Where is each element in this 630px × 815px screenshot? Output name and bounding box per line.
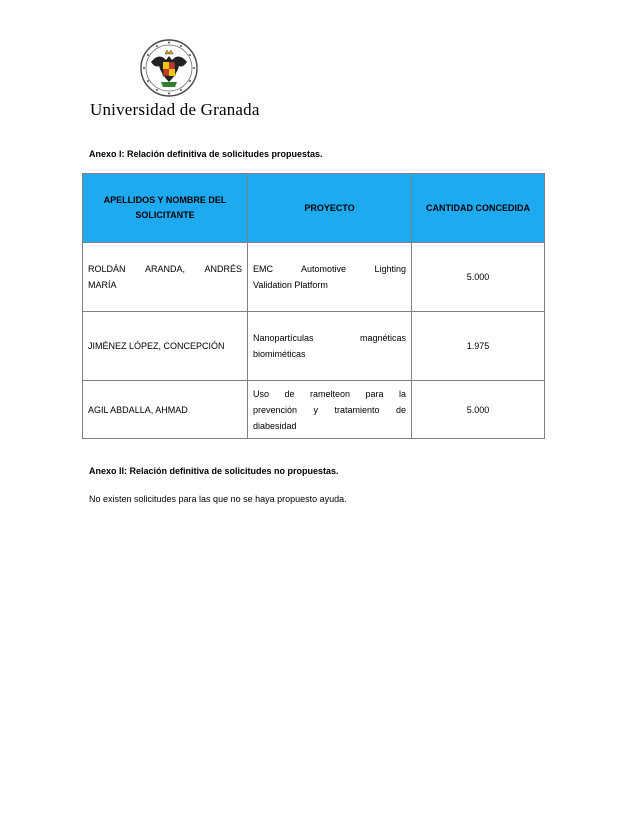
amount-cell: 5.000 [412, 381, 545, 439]
project-cell [248, 312, 412, 381]
project-line: EMC Automotive Lighting [253, 264, 406, 274]
table-row [83, 312, 545, 381]
proposals-table [82, 173, 545, 439]
applicant-name-line: MARÍA [88, 280, 117, 290]
applicant-cell: JIMÉNEZ LÓPEZ, CONCEPCIÓN [83, 312, 248, 381]
project-line: Nanopartículas magnéticas [253, 333, 406, 343]
table-header-row [83, 174, 545, 243]
applicant-name-line: ROLDÁN ARANDA, ANDRÉS [88, 264, 242, 274]
column-header-amount: CANTIDAD CONCEDIDA [412, 174, 545, 243]
applicant-cell: AGIL ABDALLA, AHMAD [83, 381, 248, 439]
amount-cell: 5.000 [412, 243, 545, 312]
amount-cell: 1.975 [412, 312, 545, 381]
project-line: Uso de ramelteon para la [253, 388, 406, 399]
project-line: diabesidad [253, 420, 297, 431]
project-line: biomiméticas [253, 349, 306, 359]
table-row [83, 243, 545, 312]
project-line: Validation Platform [253, 280, 328, 290]
column-header-project: PROYECTO [248, 174, 412, 243]
university-name: Universidad de Granada [90, 100, 260, 119]
anexo-1-title: Anexo I: Relación definitiva de solicitudes propuestas. [89, 149, 323, 159]
anexo-2-text: No existen solicitudes para las que no se haya propuesto ayuda. [89, 494, 347, 504]
table-row [83, 381, 545, 439]
column-header-applicant: APELLIDOS Y NOMBRE DEL SOLICITANTE [83, 174, 248, 243]
applicant-cell [83, 243, 248, 312]
project-line: prevención y tratamiento de [253, 404, 406, 415]
anexo-2-title: Anexo II: Relación definitiva de solicitudes no propuestas. [89, 466, 339, 476]
project-cell [248, 243, 412, 312]
project-cell [248, 381, 412, 439]
university-seal-icon [139, 38, 199, 98]
